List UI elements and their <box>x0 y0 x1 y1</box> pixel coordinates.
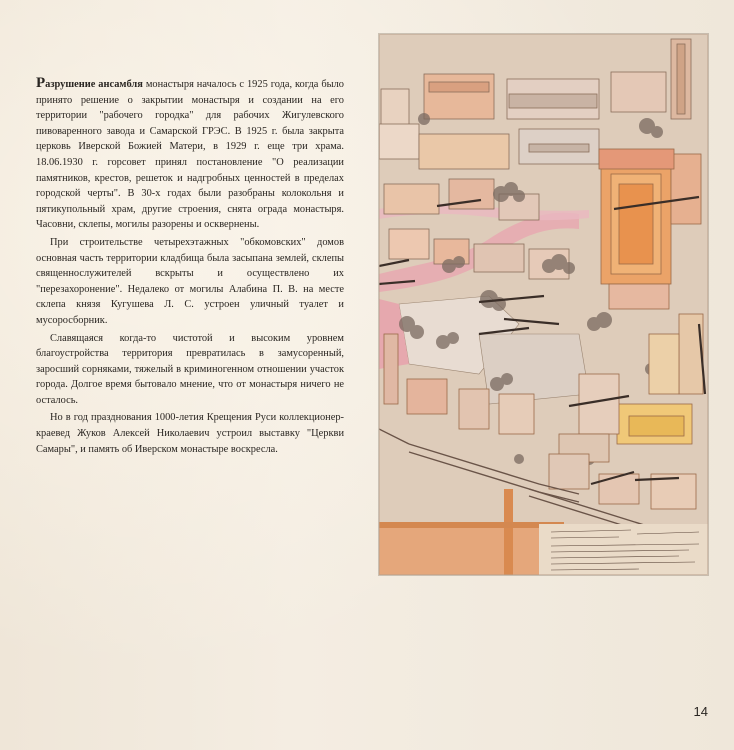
article-text <box>36 76 344 459</box>
page-number: 14 <box>693 704 708 719</box>
plan-illustration <box>379 34 708 575</box>
paragraph-3: Славящаяся когда-то чистотой и высоким уровнем благоустройства территория превратилась в замусоренный, заросший сорняками, тяжелый в криминогенном отношении участок города. Долгое время бытовало мнение, что от монастыря ничего не осталось. <box>36 332 344 406</box>
monastery-plan-photo <box>379 34 708 575</box>
lead-in-bold: азрушение ансамбля <box>45 79 143 90</box>
paragraph-1-text: монастыря началось с 1925 года, когда было принято решение о закрытии монастыря и создании на его территории "рабочего городка" для рабочих Жигулевского пивоваренного завода и Самарской ГРЭС. В 1925 г. была закрыта церковь Иверской Божией Матери, в 1929 г. еще три храма. 18.06.1930 г. горсовет принял постановление "О реализации памятников, крестов, решеток и надгробных ценностей в пределах городской черты". В 30-х годах были разобраны колокольня и пятикупольный храм, другие строения, снята ограда монастыря. Часовни, склепы, могилы разорены и осквернены. <box>36 79 344 231</box>
paragraph-1 <box>36 76 344 233</box>
paragraph-4: Но в год празднования 1000-летия Крещения Руси коллекционер-краевед Жуков Алексей Николаевич устроил выставку "Церкви Самары", и память об Иверском монастыре воскресла. <box>36 412 344 455</box>
paragraph-2: При строительстве четырехэтажных "обкомовских" домов основная часть территории кладбища была засыпана землей, склепы священнослужителей вскрыты и осуществлено их "перезахоронение". Недалеко от могилы Алабина П. В. на месте склепа князя Кугушева Л. С. устроен уличный туалет и мусоросборник. <box>36 236 344 326</box>
drop-cap: Р <box>36 75 46 91</box>
